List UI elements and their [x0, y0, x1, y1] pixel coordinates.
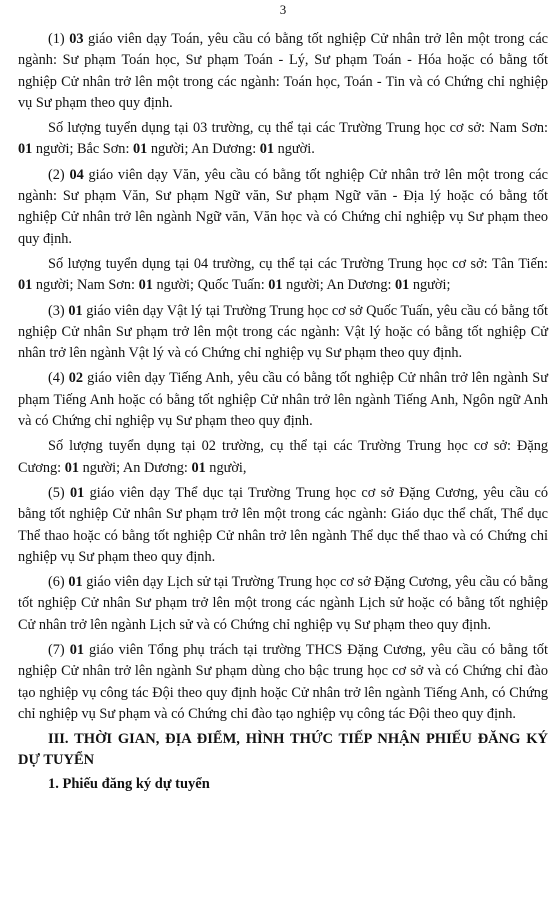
page-number: 3: [279, 2, 287, 17]
count: 01: [18, 141, 33, 158]
count: 01: [259, 141, 275, 158]
count: 01: [138, 277, 153, 294]
paragraph-literature-teachers: [18, 165, 548, 250]
text-span: người; Nam Sơn:: [32, 277, 139, 294]
subsection-heading: 1. Phiếu đăng ký dự tuyển: [48, 776, 210, 793]
item-text: giáo viên Tổng phụ trách tại trường THCS Đặng Cương, yêu cầu có bằng tốt nghiệp Cử nhân trở lên ngành Sư phạm dùng cho bậc trung học cơ sở và có Chứng chỉ đào tạo nghiệp vụ công tác Đội theo quy định hoặc Cử nhân trở lên ngành Tiếng Anh, có Chứng chỉ nghiệp vụ Sư phạm và có Chứng chỉ đào tạo nghiệp vụ công tác Đội theo quy định.: [18, 642, 548, 722]
item-text: giáo viên dạy Vật lý tại Trường Trung học cơ sở Quốc Tuấn, yêu cầu có bằng tốt nghiệp Cử nhân Sư phạm trở lên một trong các ngành: Vật lý hoặc có bằng tốt nghiệp Cử nhân trở lên ngành Vật lý và có Chứng chỉ nghiệp vụ Sư phạm theo quy định.: [18, 302, 548, 362]
item-count: 01: [68, 302, 83, 319]
item-prefix: (1): [48, 31, 70, 47]
text-span: người; Bắc Sơn:: [32, 141, 134, 158]
text-span: Số lượng tuyển dụng tại 02 trường, cụ thể tại các Trường Trung học cơ sở: Đặng Cương:: [18, 438, 548, 476]
item-text: giáo viên dạy Toán, yêu cầu có bằng tốt nghiệp Cử nhân trở lên một trong các ngành: Sư phạm Toán học, Sư phạm Toán - Lý, Sư phạm Toán - Hóa hoặc có bằng tốt nghiệp Cử nhân trở lên một trong các ngành: Toán học, Toán - Tin và có Chứng chỉ nghiệp vụ Sư phạm theo quy định.: [18, 31, 549, 111]
item-prefix: (2): [48, 166, 70, 183]
count: 01: [64, 459, 79, 476]
paragraph-english-schools: [18, 436, 548, 479]
item-prefix: (4): [48, 370, 69, 387]
paragraph-english-teachers: [18, 368, 548, 432]
paragraph-history-teacher: [18, 572, 548, 636]
count: 01: [18, 277, 33, 294]
item-count: 01: [69, 642, 84, 659]
text-span: người; An Dương:: [147, 141, 260, 158]
paragraph-math-teachers: [18, 29, 548, 114]
item-count: 01: [70, 484, 85, 501]
item-prefix: (3): [48, 302, 69, 319]
item-count: 03: [69, 31, 84, 47]
text-span: người.: [274, 141, 315, 158]
text-span: Số lượng tuyển dụng tại 03 trường, cụ thể tại các Trường Trung học cơ sở: Nam Sơn:: [48, 120, 548, 137]
paragraph-literature-schools: [18, 254, 548, 297]
item-text: giáo viên dạy Lịch sử tại Trường Trung học cơ sở Đặng Cương, yêu cầu có bằng tốt nghiệp Cử nhân Sư phạm trở lên một trong các ngành Lịch sử hoặc có bằng tốt nghiệp Cử nhân trở lên ngành Lịch sử và có Chứng chỉ nghiệp vụ Sư phạm theo quy định.: [18, 574, 548, 633]
item-count: 01: [68, 574, 83, 591]
item-prefix: (5): [48, 484, 70, 501]
item-count: 02: [68, 370, 84, 387]
item-text: giáo viên dạy Văn, yêu cầu có bằng tốt nghiệp Cử nhân trở lên một trong các ngành: Sư phạm Văn, Sư phạm Ngữ văn, Sư phạm Ngữ văn - Địa lý hoặc có bằng tốt nghiệp Cử nhân trở lên ngành Ngữ văn, Văn học và có Chứng chỉ nghiệp vụ Sư phạm theo quy định.: [18, 166, 548, 247]
count: 01: [395, 277, 410, 294]
text-span: người; Quốc Tuấn:: [152, 277, 269, 294]
text-span: người;: [409, 277, 451, 294]
paragraph-general-leader: [18, 640, 548, 725]
item-text: giáo viên dạy Tiếng Anh, yêu cầu có bằng tốt nghiệp Cử nhân trở lên ngành Sư phạm Tiếng Anh hoặc có bằng tốt nghiệp Cử nhân trở lên ngành Tiếng Anh, Ngôn ngữ Anh và có Chứng chỉ nghiệp vụ Sư phạm theo quy định.: [18, 370, 548, 430]
item-count: 04: [69, 166, 84, 183]
text-span: người; An Dương:: [282, 277, 396, 294]
paragraph-math-schools: [18, 118, 548, 161]
text-span: Số lượng tuyển dụng tại 04 trường, cụ thể tại các Trường Trung học cơ sở: Tân Tiến:: [48, 255, 548, 272]
count: 01: [268, 277, 283, 294]
paragraph-pe-teacher: [18, 483, 548, 568]
item-text: giáo viên dạy Thể dục tại Trường Trung học cơ sở Đặng Cương, yêu cầu có bằng tốt nghiệp Cử nhân Sư phạm trở lên một trong các ngành: Giáo dục thể chất, Thể dục Thể thao hoặc có bằng tốt nghiệp Cử nhân trở lên ngành Thể dục thể thao và có Chứng chỉ nghiệp vụ Sư phạm theo quy định.: [18, 484, 549, 565]
count: 01: [133, 141, 148, 158]
text-span: người; An Dương:: [79, 459, 192, 476]
count: 01: [191, 459, 206, 476]
text-span: người,: [205, 459, 247, 476]
item-prefix: (7): [48, 642, 70, 659]
section-heading: III. THỜI GIAN, ĐỊA ĐIỂM, HÌNH THỨC TIẾP NHẬN PHIẾU ĐĂNG KÝ DỰ TUYỂN: [18, 731, 548, 769]
item-prefix: (6): [48, 574, 69, 591]
paragraph-physics-teacher: [18, 301, 548, 365]
